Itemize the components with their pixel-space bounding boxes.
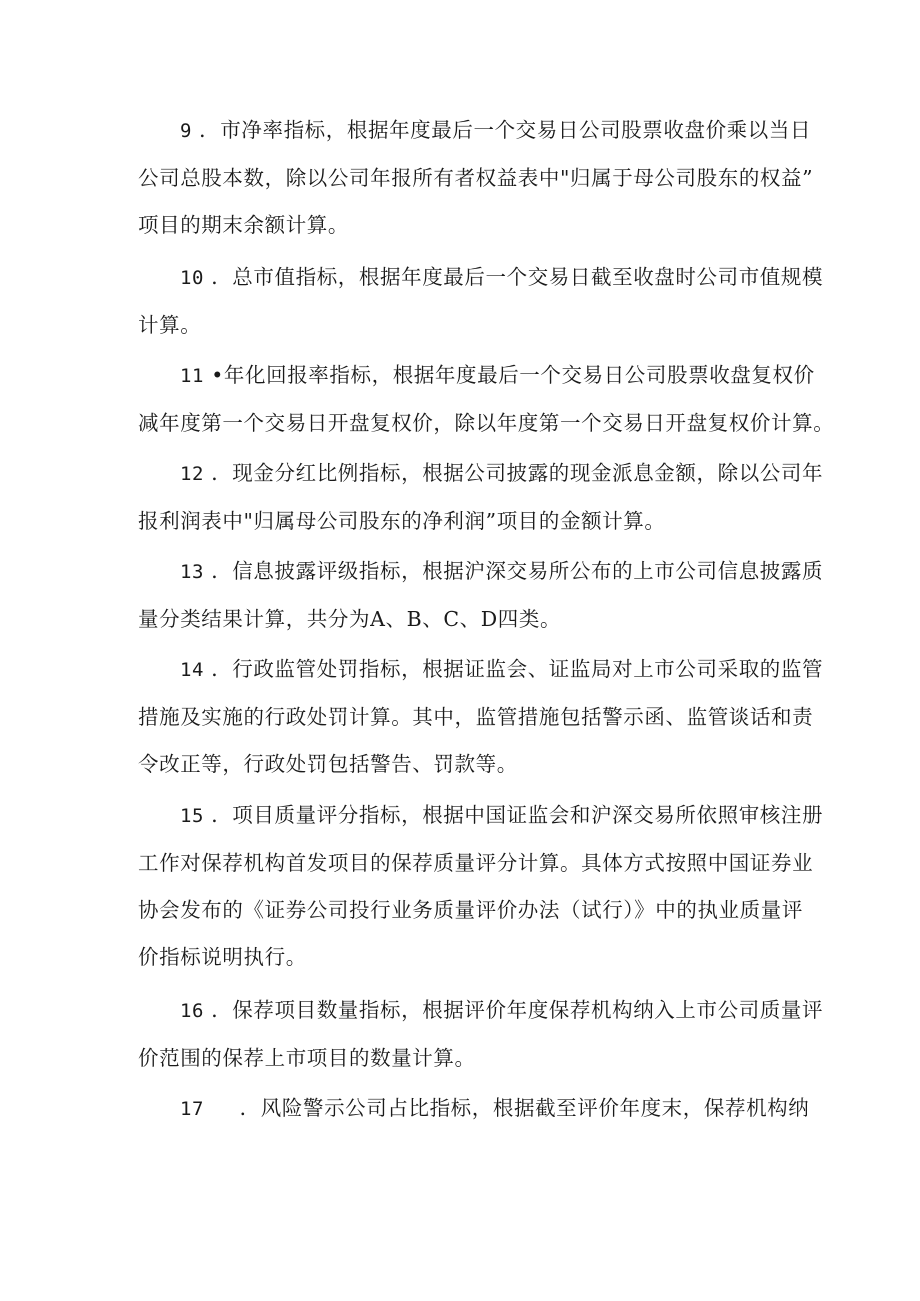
paragraph-line: 价范围的保荐上市项目的数量计算。 xyxy=(138,1046,476,1070)
paragraph-17 xyxy=(138,1085,810,1133)
paragraph-number: 17 xyxy=(180,1098,205,1120)
paragraph-line: 价指标说明执行。 xyxy=(138,945,307,969)
paragraph-number: 9 xyxy=(180,120,193,142)
paragraph-line: ．信息披露评级指标，根据沪深交易所公布的上市公司信息披露质 xyxy=(211,559,824,583)
paragraph-line: 减年度第一个交易日开盘复权价，除以年度第一个交易日开盘复权价计算。 xyxy=(138,411,835,435)
paragraph-9 xyxy=(138,107,814,249)
paragraph-line: 措施及实施的行政处罚计算。其中，监管措施包括警示函、监管谈话和责 xyxy=(138,705,814,729)
paragraph-line: 令改正等，行政处罚包括警告、罚款等。 xyxy=(138,752,518,776)
paragraph-10 xyxy=(138,254,824,349)
paragraph-15 xyxy=(138,792,824,981)
paragraph-number: 11 xyxy=(180,365,205,387)
paragraph-16 xyxy=(138,987,824,1082)
paragraph-12 xyxy=(138,450,824,545)
paragraph-number: 15 xyxy=(180,805,205,827)
paragraph-line: ．现金分红比例指标，根据公司披露的现金派息金额，除以公司年 xyxy=(211,461,824,485)
paragraph-line: 工作对保荐机构首发项目的保荐质量评分计算。具体方式按照中国证券业 xyxy=(138,851,814,875)
paragraph-line: 公司总股本数，除以公司年报所有者权益表中"归属于母公司股东的权益” xyxy=(138,166,814,190)
paragraph-number: 16 xyxy=(180,1000,205,1022)
paragraph-number: 12 xyxy=(180,463,205,485)
paragraph-line: ．总市值指标，根据年度最后一个交易日截至收盘时公司市值规模 xyxy=(211,265,824,289)
paragraph-line: •年化回报率指标，根据年度最后一个交易日公司股票收盘复权价 xyxy=(211,363,815,387)
paragraph-line: 量分类结果计算，共分为A、B、C、D四类。 xyxy=(138,607,562,631)
paragraph-11 xyxy=(138,352,835,447)
paragraph-number: 13 xyxy=(180,561,205,583)
paragraph-line: 协会发布的《证券公司投行业务质量评价办法（试行）》中的执业质量评 xyxy=(138,898,803,922)
paragraph-14 xyxy=(138,646,824,788)
paragraph-number: 14 xyxy=(180,659,205,681)
paragraph-line: ．风险警示公司占比指标，根据截至评价年度末，保荐机构纳 xyxy=(239,1096,810,1120)
paragraph-13 xyxy=(138,548,824,643)
paragraph-line: 项目的期末余额计算。 xyxy=(138,213,349,237)
paragraph-line: ．项目质量评分指标，根据中国证监会和沪深交易所依照审核注册 xyxy=(211,803,824,827)
paragraph-line: 报利润表中"归属母公司股东的净利润”项目的金额计算。 xyxy=(138,509,666,533)
paragraph-line: 计算。 xyxy=(138,313,202,337)
paragraph-line: ．市净率指标，根据年度最后一个交易日公司股票收盘价乘以当日 xyxy=(199,118,812,142)
paragraph-number: 10 xyxy=(180,267,205,289)
paragraph-line: ．行政监管处罚指标，根据证监会、证监局对上市公司采取的监管 xyxy=(211,657,824,681)
paragraph-line: ．保荐项目数量指标，根据评价年度保荐机构纳入上市公司质量评 xyxy=(211,998,824,1022)
